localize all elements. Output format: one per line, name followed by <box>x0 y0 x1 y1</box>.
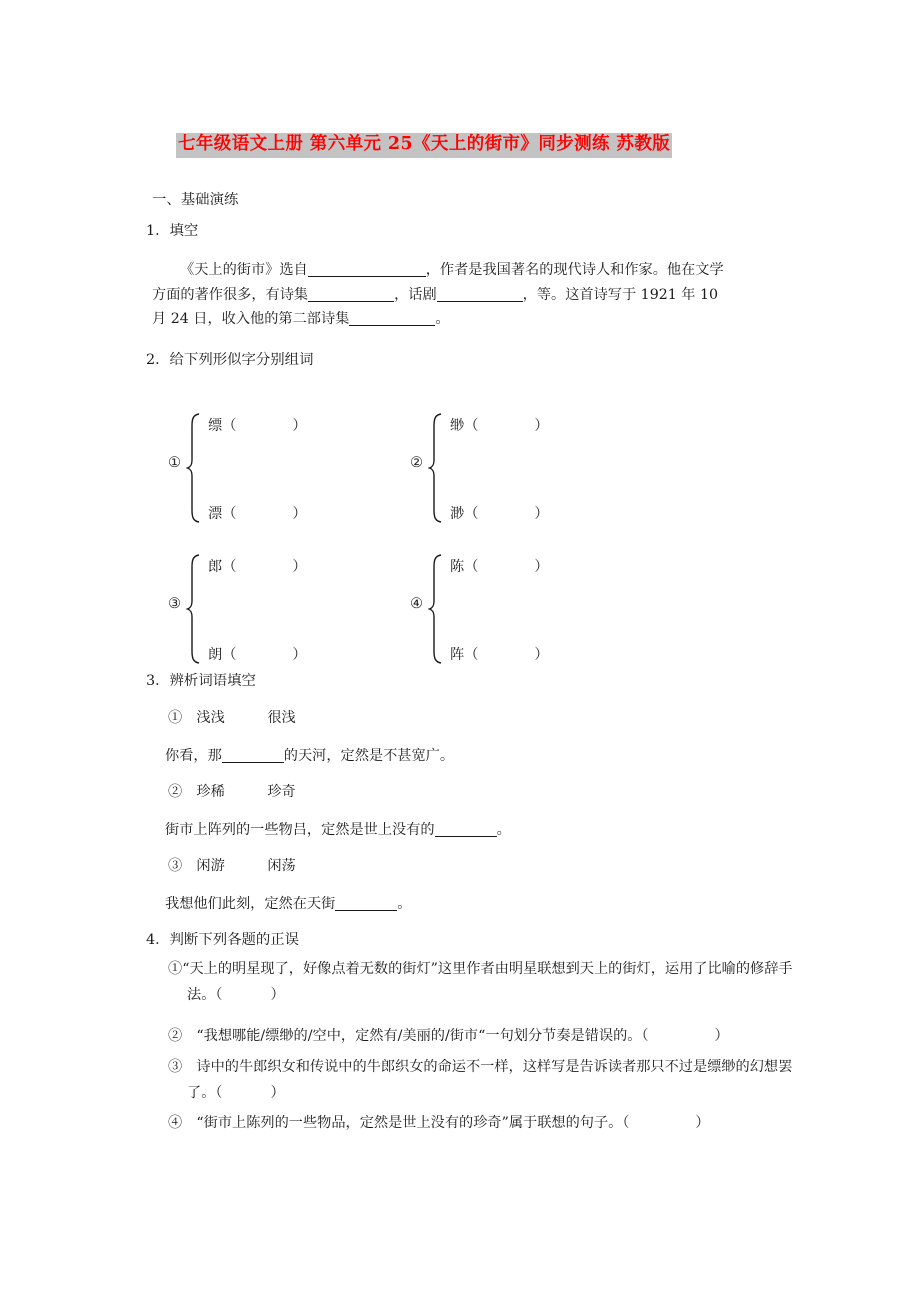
curly-brace-icon <box>428 412 444 524</box>
group-2-bottom-row: 渺（ ） <box>450 506 549 522</box>
q1-line1-a: 《天上的街市》选自 <box>180 262 308 278</box>
q4-item-3: ③ 诗中的牛郎织女和传说中的牛郎织女的命运不一样，这样写是告诉读者那只不过是缥缈的幻想罢了。（ ） <box>168 1059 793 1101</box>
group-3-top-row: 郎（ ） <box>208 559 307 575</box>
curly-brace-icon <box>186 553 202 665</box>
curly-brace-icon <box>186 412 202 524</box>
q3-item-2-label: ② 珍稀 珍奇 <box>168 784 296 800</box>
q3-item-3-label: ③ 闲游 闲荡 <box>168 858 296 874</box>
q1-line2-a: 方面的著作很多，有诗集 <box>152 286 309 303</box>
group-4-top-row: 陈（ ） <box>450 559 549 575</box>
group-3-number: ③ <box>168 596 181 612</box>
q3-blank-3[interactable] <box>335 896 397 911</box>
q1-blank-2[interactable] <box>308 287 394 302</box>
q3-item-1-sentence: 你看，那 的天河，定然是不甚宽广。 <box>165 748 455 764</box>
q1-line1-b: ，作者是我国著名的现代诗人和作家。他在文学 <box>425 262 724 278</box>
q3-blank-2[interactable] <box>435 822 497 837</box>
q3-item-1-label: ① 浅浅 很浅 <box>168 710 296 726</box>
group-4-bottom-row: 阵（ ） <box>450 647 549 663</box>
q4-item-1: ①“天上的明星现了，好像点着无数的街灯”这里作者由明星联想到天上的街灯，运用了比喻的修辞手法。（ ） <box>168 961 793 1003</box>
q1-line3-b: 。 <box>435 311 450 327</box>
group-1-bottom-row: 漂（ ） <box>208 506 307 522</box>
question-3-heading: 3．辨析词语填空 <box>146 673 256 689</box>
q1-blank-1[interactable] <box>308 262 426 277</box>
curly-brace-icon <box>428 553 444 665</box>
group-2-number: ② <box>410 455 423 471</box>
page-title: 七年级语文上册 第六单元 25《天上的街市》同步测练 苏教版 <box>176 133 672 158</box>
q1-blank-3[interactable] <box>437 287 523 302</box>
group-1-number: ① <box>168 455 181 471</box>
q3-item-3-sentence: 我想他们此刻，定然在天街 。 <box>165 896 412 912</box>
q1-line2-b: ，话剧 <box>394 286 437 303</box>
q4-item-4: ④ “街市上陈列的一些物品，定然是世上没有的珍奇”属于联想的句子。（ ） <box>168 1115 710 1131</box>
q3-item-2-sentence: 街市上阵列的一些物吕，定然是世上没有的 。 <box>165 822 511 838</box>
question-2-heading: 2．给下列形似字分别组词 <box>146 352 314 368</box>
part-one-heading: 一、基础演练 <box>152 192 239 208</box>
group-1-top-row: 缥（ ） <box>208 418 307 434</box>
question-1-heading: 1．填空 <box>146 223 199 239</box>
q1-blank-4[interactable] <box>349 311 435 326</box>
group-3-bottom-row: 朗（ ） <box>208 647 307 663</box>
q1-line2-c: ，等。这首诗写于 1921 年 10 <box>522 286 719 303</box>
group-4-number: ④ <box>410 596 423 612</box>
q1-line3-a: 月 24 日，收入他的第二部诗集 <box>152 311 350 327</box>
word-pair-group-2 <box>410 412 710 524</box>
group-2-top-row: 缈（ ） <box>450 418 549 434</box>
question-1-body <box>152 258 797 332</box>
q4-item-2: ② “我想哪能/缥缈的/空中，定然有/美丽的/街市“一句划分节奏是错误的。（ ） <box>168 1028 729 1044</box>
question-4-heading: 4．判断下列各题的正误 <box>146 932 300 948</box>
q3-blank-1[interactable] <box>222 748 284 763</box>
word-pair-group-4 <box>410 553 710 665</box>
